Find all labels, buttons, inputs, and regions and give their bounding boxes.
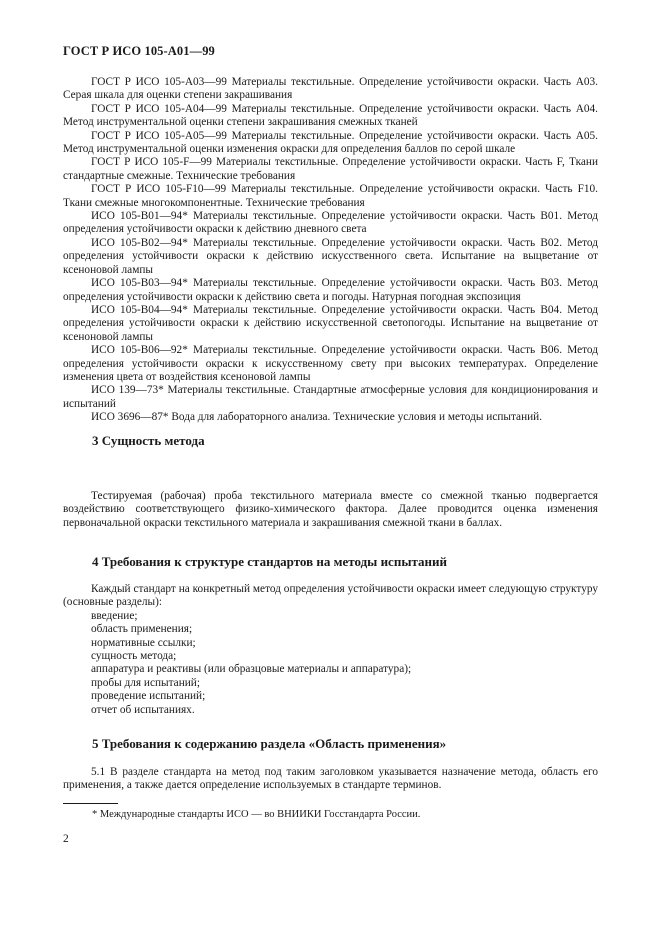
section-3-heading: 3 Сущность метода: [92, 433, 205, 448]
section-5-text: 5.1 В разделе стандарта на метод под таким заголовком указывается назначение метода, область его применения, а также дается определение используемых в стандарте терминов.: [63, 766, 598, 792]
list-item: сущность метода;: [91, 650, 177, 663]
normative-references: [63, 76, 598, 425]
section-5-body: [63, 766, 598, 793]
footnote: * Международные стандарты ИСО — во ВНИИКИ Госстандарта России.: [92, 809, 421, 820]
section-3-text: Тестируемая (рабочая) проба текстильного материала вместе со смежной тканью подвергается воздействию соответствующего физико-химического фактора. Далее проводится оценка изменения первоначальной окраски текстильного материала и закрашивания смежной ткани в баллах.: [63, 490, 598, 529]
section-4-body: [63, 583, 598, 717]
list-item: проведение испытаний;: [91, 690, 206, 703]
document-header: ГОСТ Р ИСО 105-А01—99: [63, 44, 215, 58]
reference-item: ИСО 105-В01—94* Материалы текстильные. Определение устойчивости окраски. Часть В01. Метод определения устойчивости окраски к действию дневного света: [63, 210, 598, 236]
reference-item: ИСО 105-В06—92* Материалы текстильные. Определение устойчивости окраски. Часть В06. Метод определения устойчивости окраски к искусственному свету при высоких температурах. Определение изменения цвета от воздействия ксеноновой лампы: [63, 344, 598, 383]
reference-item: ГОСТ Р ИСО 105-F10—99 Материалы текстильные. Определение устойчивости окраски. Часть F10. Ткани смежные многокомпонентные. Технические требования: [63, 183, 598, 209]
list-item: аппаратура и реактивы (или образцовые материалы и аппаратура);: [91, 663, 412, 676]
list-item: введение;: [91, 609, 138, 622]
structure-list: [63, 610, 598, 717]
reference-item: ИСО 105-В04—94* Материалы текстильные. Определение устойчивости окраски. Часть В04. Метод определения устойчивости окраски к действию искусственной светопогоды. Испытание на выцветание от ксеноновой лампы: [63, 303, 598, 343]
reference-item: ИСО 105-В03—94* Материалы текстильные. Определение устойчивости окраски. Часть В03. Метод определения устойчивости окраски к действию света и погоды. Натурная погодная экспозиция: [63, 277, 598, 303]
reference-item: ИСО 139—73* Материалы текстильные. Стандартные атмосферные условия для кондиционирования и испытаний: [63, 384, 598, 410]
reference-item: ИСО 3696—87* Вода для лабораторного анализа. Технические условия и методы испытаний.: [91, 411, 543, 424]
footnote-divider: [63, 803, 118, 804]
list-item: отчет об испытаниях.: [91, 703, 195, 716]
reference-item: ГОСТ Р ИСО 105-F—99 Материалы текстильные. Определение устойчивости окраски. Часть F, Ткани стандартные смежные. Технические требования: [63, 156, 598, 182]
section-4-intro: Каждый стандарт на конкретный метод определения устойчивости окраски имеет следующую структуру (основные разделы):: [63, 583, 598, 609]
reference-item: ГОСТ Р ИСО 105-А04—99 Материалы текстильные. Определение устойчивости окраски. Часть А04. Метод инструментальной оценки степени закрашивания смежных тканей: [63, 102, 598, 129]
list-item: нормативные ссылки;: [91, 636, 196, 649]
page-number: 2: [63, 833, 69, 845]
list-item: пробы для испытаний;: [91, 676, 200, 689]
reference-item: ГОСТ Р ИСО 105-А05—99 Материалы текстильные. Определение устойчивости окраски. Часть А05. Метод инструментальной оценки изменения окраски для определения баллов по серой шкале: [63, 129, 598, 156]
section-3-body: [63, 490, 598, 530]
section-5-heading: 5 Требования к содержанию раздела «Область применения»: [92, 736, 447, 751]
reference-item: ГОСТ Р ИСО 105-А03—99 Материалы текстильные. Определение устойчивости окраски. Часть А03. Серая шкала для оценки степени закрашивания: [63, 76, 598, 102]
reference-item: ИСО 105-В02—94* Материалы текстильные. Определение устойчивости окраски. Часть В02. Метод определения устойчивости окраски к действию искусственного света. Испытание на выцветание от ксеноновой лампы: [63, 236, 598, 276]
list-item: область применения;: [91, 623, 193, 636]
section-4-heading: 4 Требования к структуре стандартов на методы испытаний: [92, 554, 447, 569]
